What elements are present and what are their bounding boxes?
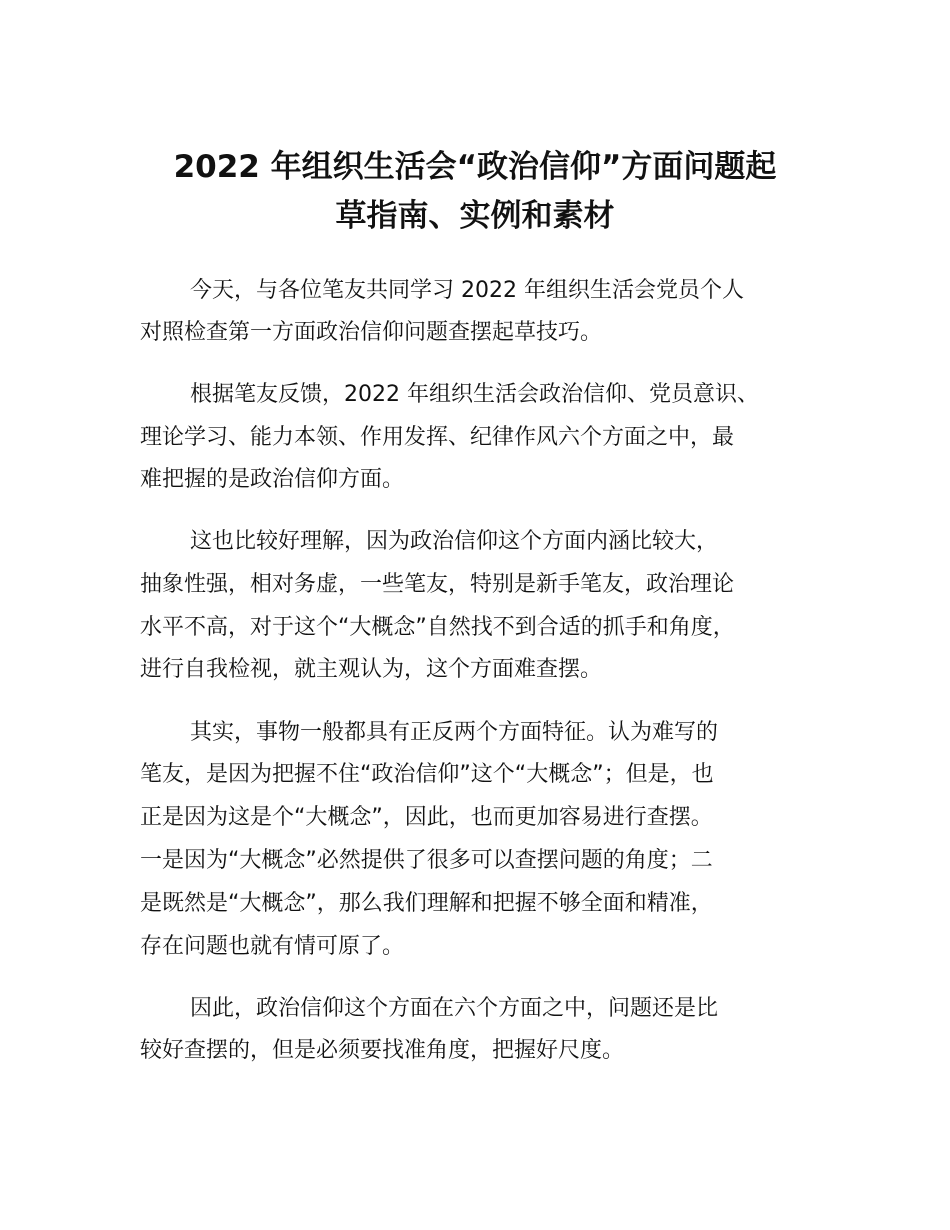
paragraph-line: 是既然是“大概念”，那么我们理解和把握不够全面和精准， (140, 891, 713, 916)
paragraph-line: 进行自我检视，就主观认为，这个方面难查摆。 (140, 657, 603, 682)
paragraph-line: 这也比较好理解，因为政治信仰这个方面内涵比较大， (190, 529, 719, 554)
paragraph-line: 正是因为这是个“大概念”，因此，也而更加容易进行查摆。 (140, 805, 713, 830)
paragraph-line: 较好查摆的，但是必须要找准角度，把握好尺度。 (140, 1038, 625, 1063)
paragraph-line: 对照检查第一方面政治信仰问题查摆起草技巧。 (140, 320, 603, 345)
document-title-line-2: 草指南、实例和素材 (335, 198, 615, 234)
paragraph-line: 根据笔友反馈，2022 年组织生活会政治信仰、党员意识、 (190, 382, 759, 407)
paragraph-line: 水平不高，对于这个“大概念”自然找不到合适的抓手和角度， (140, 615, 735, 640)
paragraph-line: 理论学习、能力本领、作用发挥、纪律作风六个方面之中，最 (140, 425, 735, 450)
paragraph-line: 因此，政治信仰这个方面在六个方面之中，问题还是比 (190, 996, 719, 1021)
paragraph-line: 其实，事物一般都具有正反两个方面特征。认为难写的 (190, 720, 719, 745)
paragraph-line: 难把握的是政治信仰方面。 (140, 467, 405, 492)
paragraph-line: 抽象性强，相对务虚，一些笔友，特别是新手笔友，政治理论 (140, 572, 735, 597)
document-title-line-1: 2022 年组织生活会“政治信仰”方面问题起 (173, 149, 777, 185)
paragraph-line: 今天，与各位笔友共同学习 2022 年组织生活会党员个人 (190, 278, 744, 303)
paragraph-line: 一是因为“大概念”必然提供了很多可以查摆问题的角度；二 (140, 848, 713, 873)
paragraph-line: 存在问题也就有情可原了。 (140, 934, 405, 959)
paragraph-line: 笔友，是因为把握不住“政治信仰”这个“大概念”；但是，也 (140, 762, 714, 787)
